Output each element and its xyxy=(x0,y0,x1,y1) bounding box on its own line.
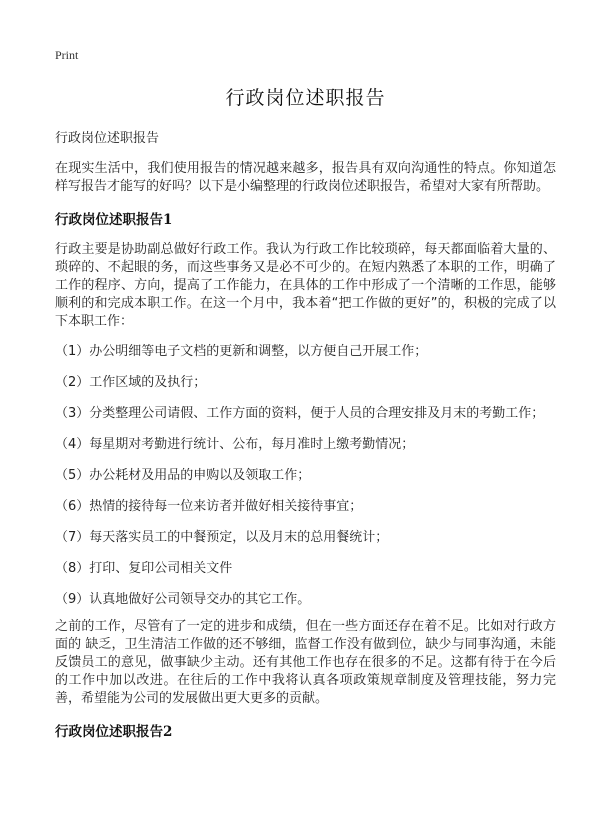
list-item: （4）每星期对考勤进行统计、公布，每月准时上缴考勤情况； xyxy=(55,437,415,452)
list-item: （8）打印、复印公司相关文件 xyxy=(55,561,233,576)
list-item: （1）办公明细等电子文档的更新和调整，以方便自己开展工作； xyxy=(55,344,428,359)
section-1-paragraph: 行政主要是协助副总做好行政工作。我认为行政工作比较琐碎，每天都面临着大量的、琐碎的、不起眼的务，而这些事务又是必不可少的。在短内熟悉了本职的工作，明确了工作的程序、方向，提高了工作能力，在具体的工作中形成了一个清晰的工作思，能够顺利的和完成本职工作。在这一个月中，我本着“把工作做的更好”的，积极的完成了以下本职工作： xyxy=(55,242,556,329)
page-title: 行政岗位述职报告 xyxy=(225,87,386,109)
list-item: （9）认真地做好公司领导交办的其它工作。 xyxy=(55,592,311,607)
duty-list xyxy=(55,343,556,609)
print-link[interactable]: Print xyxy=(55,48,79,62)
section-heading-2: 行政岗位述职报告2 xyxy=(55,724,173,740)
section-heading-1: 行政岗位述职报告1 xyxy=(55,212,173,228)
list-item: （5）办公耗材及用品的申购以及领取工作； xyxy=(55,468,311,483)
list-item: （3）分类整理公司请假、工作方面的资料，便于人员的合理安排及月末的考勤工作； xyxy=(55,406,545,421)
intro-paragraph: 在现实生活中，我们使用报告的情况越来越多，报告具有双向沟通性的特点。你知道怎样写报告才能写的好吗？以下是小编整理的行政岗位述职报告，希望对大家有所帮助。 xyxy=(55,161,556,194)
list-item: （6）热情的接待每一位来访者并做好相关接待事宜； xyxy=(55,499,363,514)
document-subtitle: 行政岗位述职报告 xyxy=(55,131,160,146)
closing-paragraph: 之前的工作，尽管有了一定的进步和成绩，但在一些方面还存在着不足。比如对行政方面的 缺乏，卫生清洁工作做的还不够细，监督工作没有做到位，缺少与同事沟通，未能反馈员工的意见，做事缺少主动。还有其他工作也存在很多的不足。这都有待于在今后的工作中加以改进。在往后的工作中我将认真各项政策规章制度及管理技能，努力完善，希望能为公司的发展做出更大更多的贡献。 xyxy=(55,619,556,706)
list-item: （7）每天落实员工的中餐预定，以及月末的总用餐统计； xyxy=(55,530,389,545)
list-item: （2）工作区域的及执行； xyxy=(55,375,207,390)
